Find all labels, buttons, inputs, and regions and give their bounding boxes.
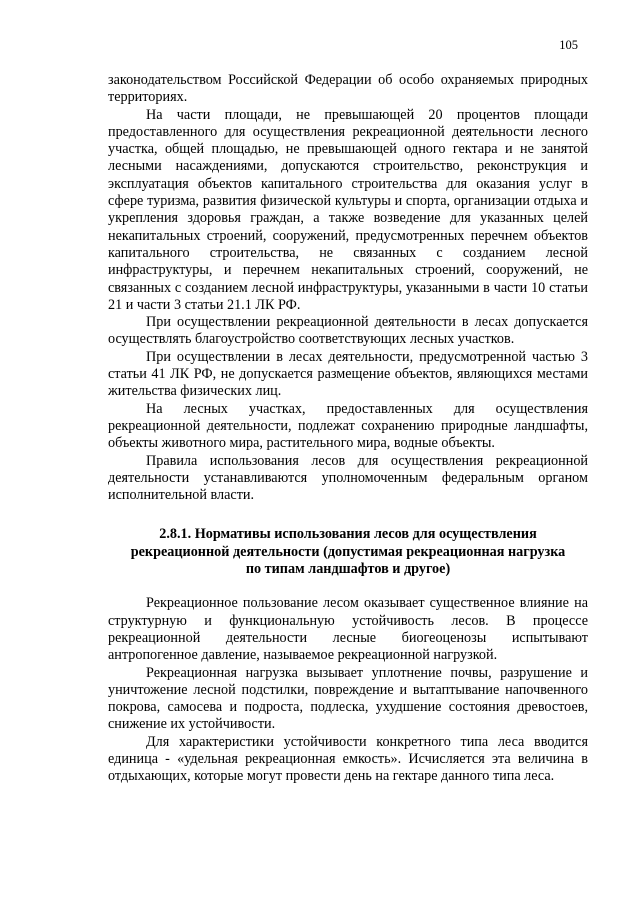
paragraph-load-effects: Рекреационная нагрузка вызывает уплотнение почвы, разрушение и уничтожение лесной подстилки, повреждение и вытаптывание напочвенного покрова, самосева и подроста, подлеска, ухудшение состояния древостоев, снижение их устойчивости.	[108, 664, 588, 733]
section-heading: 2.8.1. Нормативы использования лесов для осуществления рекреационной деятельности (допустимая рекреационная нагрузка по типам ландшафтов и другое)	[130, 526, 566, 578]
paragraph-recreational-use: Рекреационное пользование лесом оказывает существенное влияние на структурную и функциональную устойчивость лесов. В процессе рекреационной деятельности лесные биогеоценозы испытывают антропогенное давление, называемое рекреационной нагрузкой.	[108, 595, 588, 664]
paragraph-continuation: законодательством Российской Федерации об особо охраняемых природных территориях.	[108, 72, 588, 106]
paragraph-capacity-unit: Для характеристики устойчивости конкретного типа леса вводится единица - «удельная рекреационная емкость». Исчисляется эта величина в отдыхающих, которые могут провести день на гектаре данного типа леса.	[108, 733, 588, 785]
paragraph-construction-rules: На части площади, не превышающей 20 процентов площади предоставленного для осуществления рекреационной деятельности лесного участка, общей площадью, не превышающей одного гектара и не занятой лесными насаждениями, допускаются строительство, реконструкция и эксплуатация объектов капитального строительства для оказания услуг в сфере туризма, развития физической культуры и спорта, организации отдыха и укрепления здоровья граждан, а также возведение для указанных целей некапитальных строений, сооружений, предусмотренных перечнем объектов капитального строительства, не связанных с созданием лесной инфраструктуры, и перечнем некапитальных строений, сооружений, не связанных с созданием лесной инфраструктуры, указанными в части 10 статьи 21 и части 3 статьи 21.1 ЛК РФ.	[108, 106, 588, 313]
paragraph-landscaping: При осуществлении рекреационной деятельности в лесах допускается осуществлять благоустройство соответствующих лесных участков.	[108, 314, 588, 348]
paragraph-rules-authority: Правила использования лесов для осуществления рекреационной деятельности устанавливаются уполномоченным федеральным органом исполнительной власти.	[108, 452, 588, 504]
body-text	[108, 72, 588, 786]
paragraph-residence-restriction: При осуществлении в лесах деятельности, предусмотренной частью 3 статьи 41 ЛК РФ, не допускается размещение объектов, являющихся местами жительства физических лиц.	[108, 348, 588, 400]
page-number: 105	[559, 38, 578, 52]
paragraph-preservation: На лесных участках, предоставленных для осуществления рекреационной деятельности, подлежат сохранению природные ландшафты, объекты животного мира, растительного мира, водные объекты.	[108, 400, 588, 452]
